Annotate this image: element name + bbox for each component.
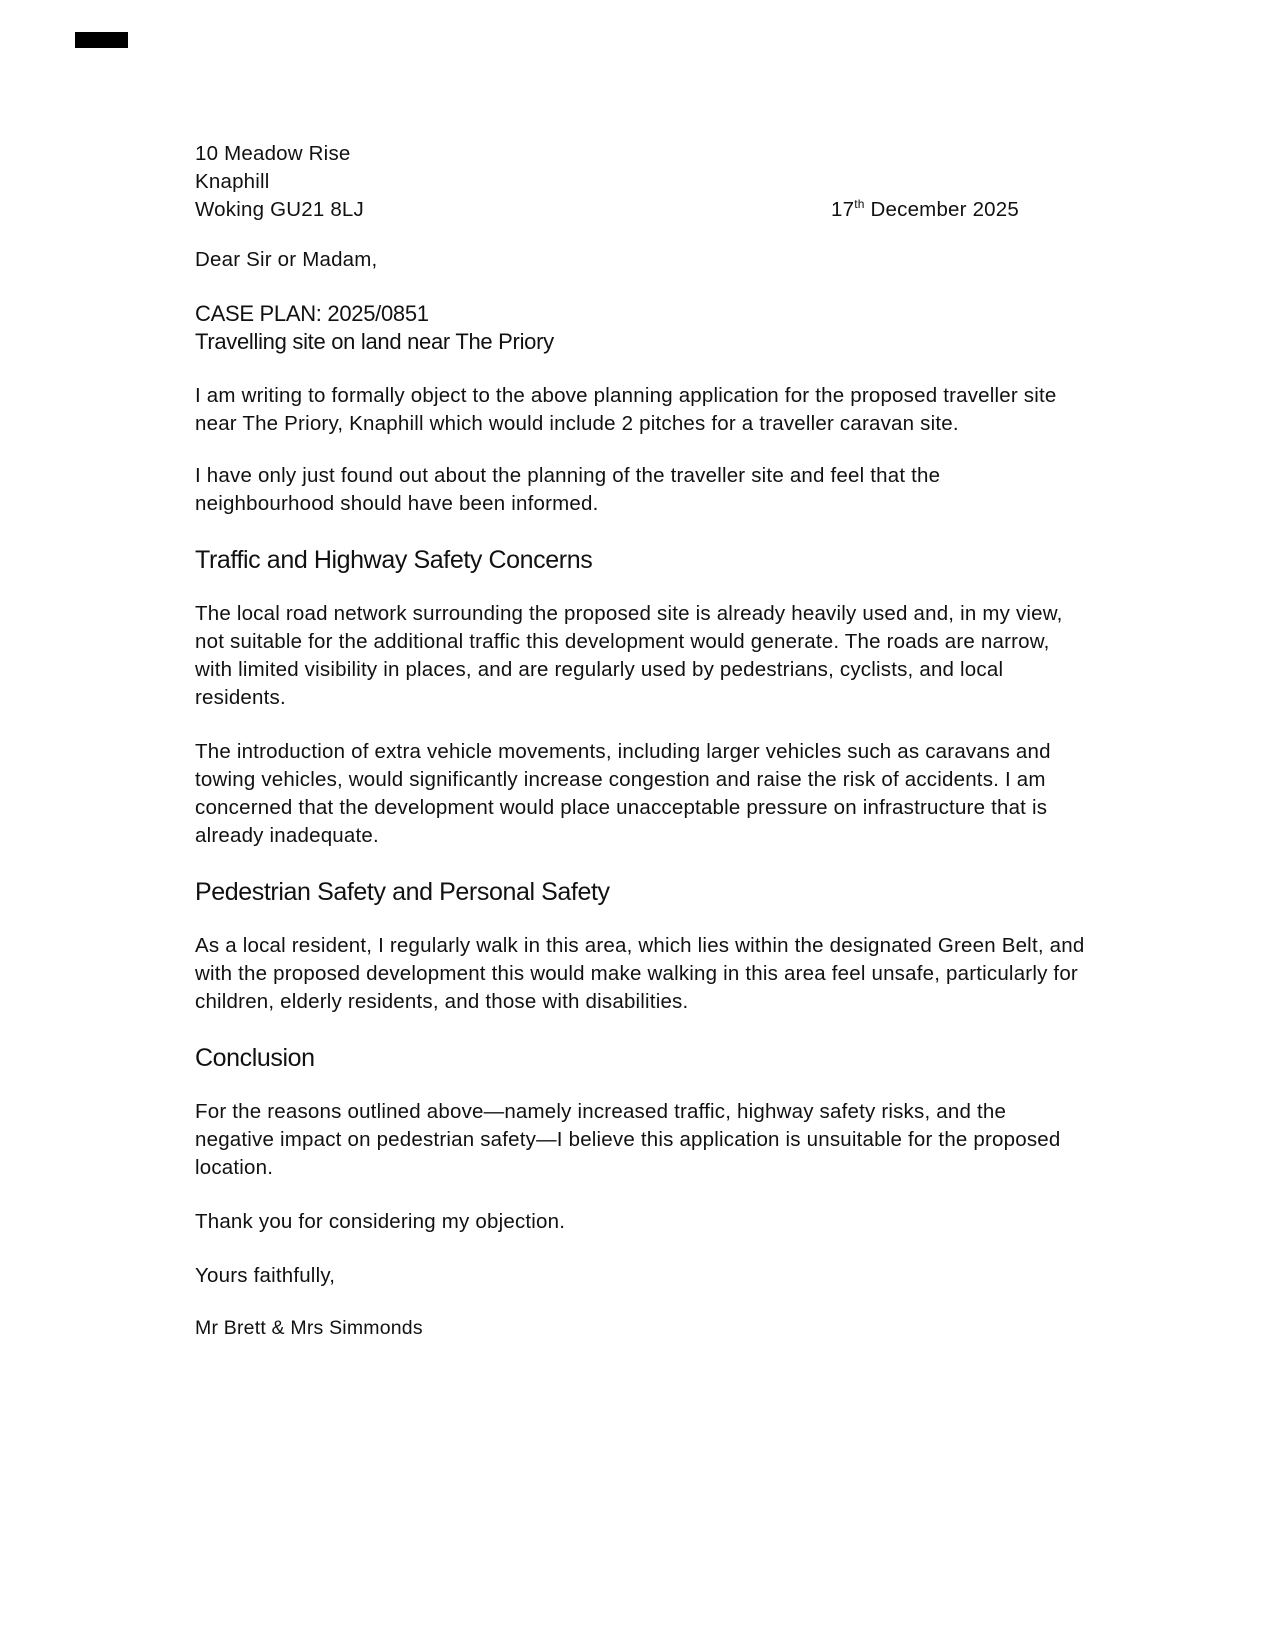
case-reference: CASE PLAN: 2025/0851 [195,301,429,326]
signoff: Yours faithfully, [195,1264,336,1287]
intro-paragraph-1: I am writing to formally object to the above planning application for the proposed traveller site near The Priory, Knaphill which would include 2 pitches for a traveller caravan site. [195,384,1057,435]
case-subject: Travelling site on land near The Priory [195,329,554,354]
pedestrian-paragraph-1: As a local resident, I regularly walk in this area, which lies within the designated Green Belt, and with the proposed development this would make walking in this area feel unsafe, particularly for children, elderly residents, and those with disabilities. [195,934,1085,1013]
traffic-heading: Traffic and Highway Safety Concerns [195,546,593,574]
thanks-line: Thank you for considering my objection. [195,1210,566,1233]
traffic-paragraph-2: The introduction of extra vehicle movements, including larger vehicles such as caravans and towing vehicles, would significantly increase congestion and raise the risk of accidents. I am concerned that the development would place unacceptable pressure on infrastructure that is already inadequate. [195,740,1051,847]
case-reference-block [195,300,1085,356]
signature: Mr Brett & Mrs Simmonds [195,1317,423,1339]
conclusion-heading: Conclusion [195,1044,315,1072]
sender-address [195,140,1085,226]
date-suffix: th [854,197,865,212]
address-line-2: Knaphill [195,170,270,193]
address-line-3: Woking GU21 8LJ [195,198,364,221]
letter [195,140,1085,1342]
date-day: 17 [831,198,855,221]
intro-paragraph-2: I have only just found out about the planning of the traveller site and feel that the neighbourhood should have been informed. [195,464,941,515]
traffic-paragraph-1: The local road network surrounding the proposed site is already heavily used and, in my view, not suitable for the additional traffic this development would generate. The roads are narrow, with limited visibility in places, and are regularly used by pedestrians, cyclists, and local residents. [195,602,1063,709]
address-line-1: 10 Meadow Rise [195,142,351,165]
conclusion-paragraph-1: For the reasons outlined above—namely increased traffic, highway safety risks, and the negative impact on pedestrian safety—I believe this application is unsuitable for the proposed location. [195,1100,1061,1179]
salutation: Dear Sir or Madam, [195,248,378,271]
letter-date [831,196,1019,224]
date-month-year: December 2025 [864,198,1019,221]
redaction-block [75,32,128,48]
pedestrian-heading: Pedestrian Safety and Personal Safety [195,878,610,906]
